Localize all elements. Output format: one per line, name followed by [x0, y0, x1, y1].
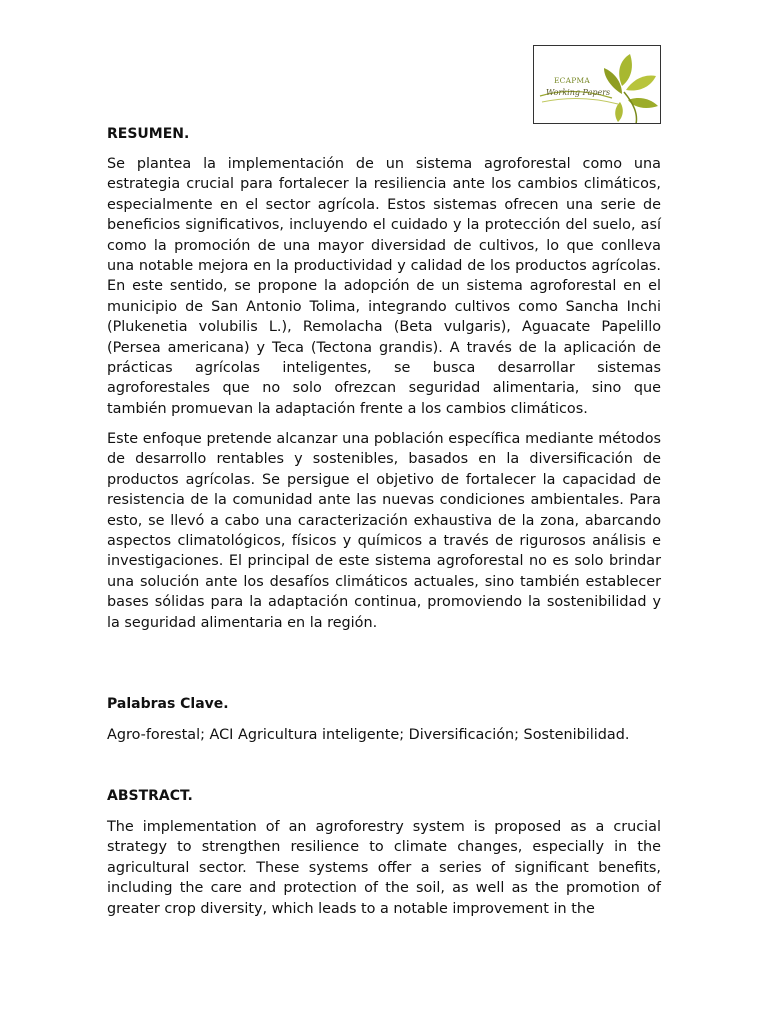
journal-logo [533, 45, 661, 124]
resumen-heading: RESUMEN. [107, 126, 190, 142]
logo-title: ECAPMA [554, 76, 590, 85]
logo-subtitle: Working Papers [546, 88, 611, 97]
leaf-logo-icon [534, 46, 661, 124]
resumen-paragraph-1: Se plantea la implementación de un sistema agroforestal como una estrategia crucial para fortalecer la resiliencia ante los cambios climáticos, especialmente en el sector agrícola. Estos sistemas ofrecen una serie de beneficios significativos, incluyendo el cuidado y la protección del suelo, así como la promoción de una mayor diversidad de cultivos, lo que conlleva una notable mejora en la productividad y calidad de los productos agrícolas. En este sentido, se propone la adopción de un sistema agroforestal en el municipio de San Antonio Tolima, integrando cultivos como Sancha Inchi (Plukenetia volubilis L.), Remolacha (Beta vulgaris), Aguacate Papelillo (Persea americana) y Teca (Tectona grandis). A través de la aplicación de prácticas agrícolas inteligentes, se busca desarrollar sistemas agroforestales que no solo ofrezcan seguridad alimentaria, sino que también promuevan la adaptación frente a los cambios climáticos. [107, 156, 661, 417]
abstract-paragraph-1: The implementation of an agroforestry system is proposed as a crucial strategy to strengthen resilience to climate changes, especially in the agricultural sector. These systems offer a series of significant benefits, including the care and protection of the soil, as well as the promotion of greater crop diversity, which leads to a notable improvement in the [107, 819, 661, 917]
abstract-heading: ABSTRACT. [107, 788, 193, 804]
keywords-heading: Palabras Clave. [107, 696, 229, 712]
keywords-text: Agro-forestal; ACI Agricultura inteligente; Diversificación; Sostenibilidad. [107, 727, 630, 743]
resumen-paragraph-2: Este enfoque pretende alcanzar una población específica mediante métodos de desarrollo rentables y sostenibles, basados en la diversificación de productos agrícolas. Se persigue el objetivo de fortalecer la capacidad de resistencia de la comunidad ante las nuevas condiciones ambientales. Para esto, se llevó a cabo una caracterización exhaustiva de la zona, abarcando aspectos climatológicos, físicos y químicos a través de rigurosos análisis e investigaciones. El principal de este sistema agroforestal no es solo brindar una solución ante los desafíos climáticos actuales, sino también establecer bases sólidas para la adaptación continua, promoviendo la sostenibilidad y la seguridad alimentaria en la región. [107, 431, 661, 631]
